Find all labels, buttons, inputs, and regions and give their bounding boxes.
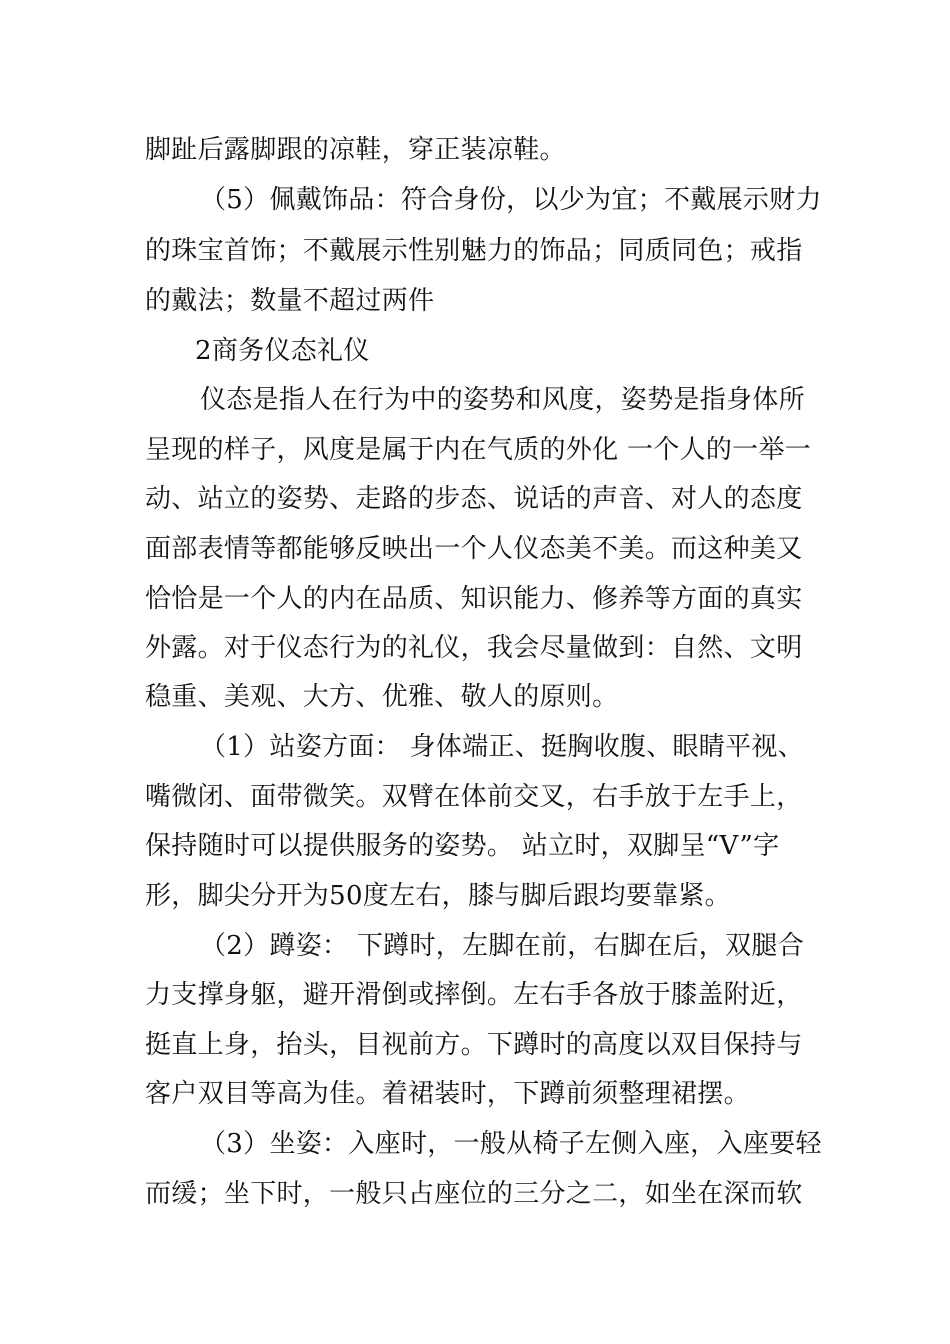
text-line: （1）站姿方面： 身体端正、挺胸收腹、眼睛平视、 <box>200 732 805 762</box>
text-line: 仪态是指人在行为中的姿势和风度，姿势是指身体所 <box>200 385 805 415</box>
text-line: 而缓；坐下时，一般只占座位的三分之二，如坐在深而软 <box>145 1179 803 1209</box>
text-line: 面部表情等都能够反映出一个人仪态美不美。而这种美又 <box>145 534 803 564</box>
text-line: （5）佩戴饰品：符合身份，以少为宜；不戴展示财力 <box>200 185 822 215</box>
text-line: 力支撑身躯，避开滑倒或摔倒。左右手各放于膝盖附近， <box>145 980 803 1010</box>
section-heading: 2商务仪态礼仪 <box>195 336 370 366</box>
text-line: 的戴法；数量不超过两件 <box>145 286 435 316</box>
text-line: 挺直上身，抬头，目视前方。下蹲时的高度以双目保持与 <box>145 1030 803 1060</box>
text-line: 形，脚尖分开为50度左右，膝与脚后跟均要靠紧。 <box>145 881 731 911</box>
text-line: 稳重、美观、大方、优雅、敬人的原则。 <box>145 682 619 712</box>
text-line: 的珠宝首饰；不戴展示性别魅力的饰品；同质同色；戒指 <box>145 236 803 266</box>
text-line: 外露。对于仪态行为的礼仪，我会尽量做到：自然、文明 <box>145 633 803 663</box>
text-line: 脚趾后露脚跟的凉鞋，穿正装凉鞋。 <box>145 135 566 165</box>
text-line: 保持随时可以提供服务的姿势。 站立时，双脚呈“V”字 <box>145 831 780 861</box>
text-line: 动、站立的姿势、走路的步态、说话的声音、对人的态度 <box>145 484 803 514</box>
text-line: 恰恰是一个人的内在品质、知识能力、修养等方面的真实 <box>145 584 803 614</box>
text-line: 客户双目等高为佳。着裙装时，下蹲前须整理裙摆。 <box>145 1079 750 1109</box>
text-line: 嘴微闭、面带微笑。双臂在体前交叉，右手放于左手上， <box>145 782 803 812</box>
text-line: （3）坐姿：入座时，一般从椅子左侧入座，入座要轻 <box>200 1129 822 1159</box>
text-line: （2）蹲姿： 下蹲时，左脚在前，右脚在后，双腿合 <box>200 931 805 961</box>
text-line: 呈现的样子，风度是属于内在气质的外化 一个人的一举一 <box>145 435 812 465</box>
